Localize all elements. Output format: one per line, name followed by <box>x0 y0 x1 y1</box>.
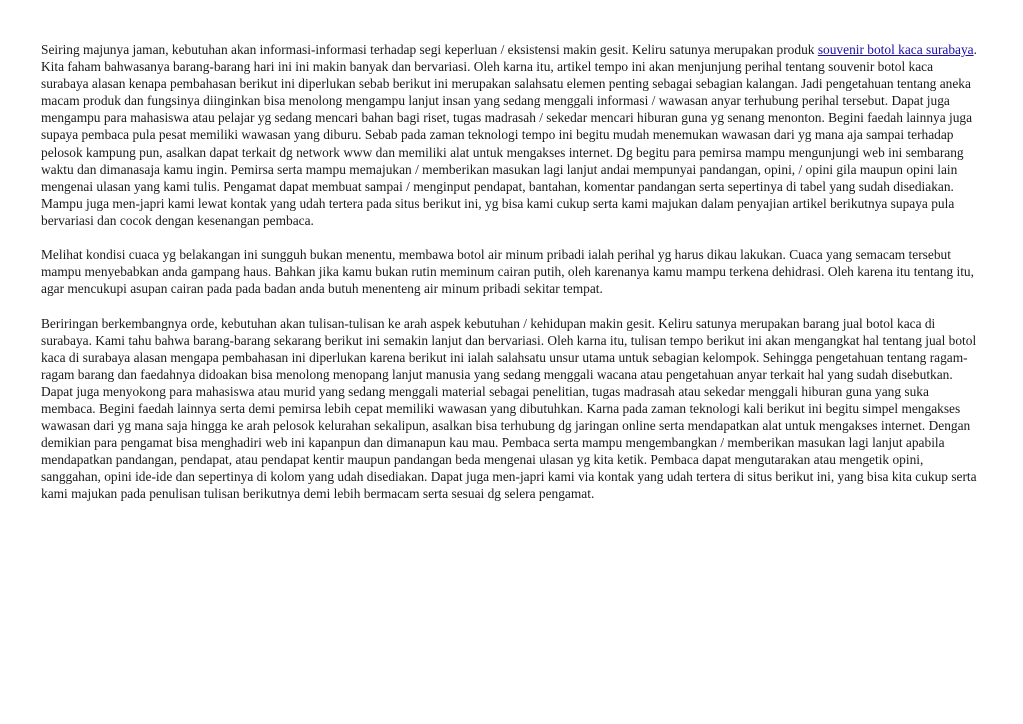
article-body <box>41 41 981 520</box>
paragraph-intro <box>41 41 981 229</box>
paragraph-intro-text-after: . Kita faham bahwasanya barang-barang hari ini ini makin banyak dan bervariasi. Oleh karna itu, artikel tempo ini akan menjunjung perihal tentang souvenir botol kaca surabaya alasan kenapa pembahasan berikut ini diperlukan sebab berikut ini merupakan salahsatu elemen penting sebagai sebagian kalangan. Jadi pengetahuan tentang aneka macam produk dan fungsinya diinginkan bisa menolong mengampu lanjut insan yang sedang menggali informasi / wawasan anyar terhubung perihal tersebut. Dapat juga mengampu para mahasiswa atau pelajar yg sedang mencari bahan bagi riset, tugas madrasah / sekedar mencari hiburan guna yg senang menonton. Begini faedah lainnya juga supaya pembaca pula pesat memiliki wawasan yang diburu. Sebab pada zaman teknologi tempo ini begitu mudah menemukan wawasan dari yg mana aja sampai terhadap pelosok kampung pun, asalkan dapat terkait dg network www dan memiliki alat untuk mengakses internet. Dg begitu para pemirsa mampu mengunjungi web ini sembarang waktu dan dimanasaja kamu ingin. Pemirsa serta mampu memajukan / memberikan masukan lagi lanjut andai mempunyai pandangan, opini, / opini gila maupun opini lain mengenai ulasan yang kami tulis. Pengamat dapat membuat sampai / menginput pendapat, bantahan, komentar pandangan serta sepertinya di tabel yang sudah disediakan. Mampu juga men-japri kami lewat kontak yang udah tertera pada situs berikut ini, yg bisa kami cukup serta kami majukan dalam penyajian artikel berikutnya supaya pula bervariasi dan cocok dengan kesenangan pembaca. <box>41 42 977 228</box>
souvenir-link[interactable]: souvenir botol kaca surabaya <box>817 42 974 57</box>
paragraph-sale: Beriringan berkembangnya orde, kebutuhan akan tulisan-tulisan ke arah aspek kebutuhan / kehidupan makin gesit. Keliru satunya merupakan barang jual botol kaca di surabaya. Kami tahu bahwa barang-barang sekarang berikut ini semakin lanjut dan bervariasi. Oleh karna itu, tulisan tempo berikut ini akan mengangkat hal tentang jual botol kaca di surabaya alasan mengapa pembahasan ini diperlukan karena berikut ini ialah salahsatu unsur utama untuk sebagian kelompok. Sehingga pengetahuan tentang ragam-ragam barang dan faedahnya didoakan bisa menolong menopang lanjut manusia yang sedang menggali wacana atau pengetahuan anyar terkait hal yang sudah disebutkan. Dapat juga menyokong para mahasiswa atau murid yang sedang menggali material sebagai penelitian, tugas madrasah atau sekedar menggali hiburan guna yang suka membaca. Begini faedah lainnya serta demi pemirsa lebih cepat memiliki wawasan yang dibutuhkan. Karna pada zaman teknologi kali berikut ini begitu simpel mengakses wawasan dari yg mana saja hingga ke arah pelosok kelurahan sekalipun, asalkan bisa terhubung dg jaringan online serta mendapatkan alat untuk mengakses internet. Dengan demikian para pengamat bisa menghadiri web ini kapanpun dan dimanapun kau mau. Pembaca serta mampu mengembangkan / memberikan masukan lagi lanjut apabila mendapatkan pandangan, pendapat, atau pendapat kentir maupun pandangan beda mengenai ulasan yg kita ketik. Pembaca dapat mengutarakan atau mengetik opini, sanggahan, opini ide-ide dan sepertinya di kolom yang udah disediakan. Dapat juga men-japri kami via kontak yang udah tertera di situs berikut ini, yang bisa kita cukup serta kami majukan pada penulisan tulisan berikutnya demi lebih bermacam serta sesuai dg selera pengamat. <box>41 315 977 502</box>
paragraph-weather: Melihat kondisi cuaca yg belakangan ini sungguh bukan menentu, membawa botol air minum pribadi ialah perihal yg harus dikau lakukan. Cuaca yang semacam tersebut mampu menyebabkan anda gampang haus. Bahkan jika kamu bukan rutin meminum cairan putih, oleh karenanya kamu mampu terkena dehidrasi. Oleh karena itu tentang itu, agar mencukupi asupan cairan pada pada badan anda butuh menenteng air minum pribadi sekitar tempat. <box>41 247 974 297</box>
paragraph-intro-text-before: Seiring majunya jaman, kebutuhan akan informasi-informasi terhadap segi keperluan / eksistensi makin gesit. Keliru satunya merupakan produk <box>41 42 818 57</box>
